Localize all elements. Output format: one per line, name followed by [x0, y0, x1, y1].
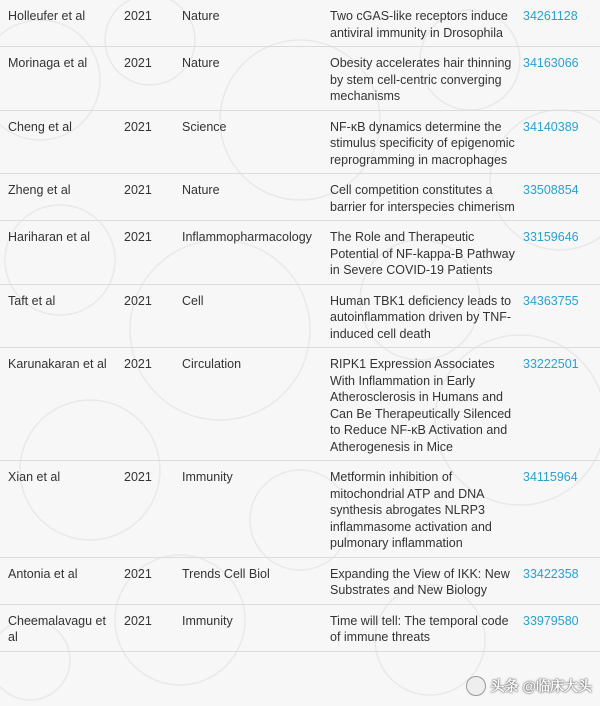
pmid-cell	[519, 348, 600, 461]
author-cell: Holleufer et al	[0, 0, 118, 47]
journal-cell: Science	[174, 110, 322, 174]
table-row	[0, 348, 600, 461]
year-cell: 2021	[118, 221, 174, 285]
table-row	[0, 47, 600, 111]
author-cell: Morinaga et al	[0, 47, 118, 111]
table-row	[0, 284, 600, 348]
journal-cell: Cell	[174, 284, 322, 348]
pmid-link[interactable]: 34363755	[523, 293, 579, 308]
title-cell: Expanding the View of IKK: New Substrates and New Biology	[322, 557, 519, 604]
author-cell: Taft et al	[0, 284, 118, 348]
journal-cell: Immunity	[174, 461, 322, 558]
year-cell: 2021	[118, 284, 174, 348]
year-cell: 2021	[118, 174, 174, 221]
table-row	[0, 0, 600, 47]
title-cell: NF-κB dynamics determine the stimulus specificity of epigenomic reprogramming in macrophages	[322, 110, 519, 174]
author-cell: Antonia et al	[0, 557, 118, 604]
year-cell: 2021	[118, 110, 174, 174]
author-cell: Cheemalavagu et al	[0, 604, 118, 651]
author-cell: Zheng et al	[0, 174, 118, 221]
title-cell: Metformin inhibition of mitochondrial ATP and DNA synthesis abrogates NLRP3 inflammasome activation and pulmonary inflammation	[322, 461, 519, 558]
table-row	[0, 221, 600, 285]
author-cell: Karunakaran et al	[0, 348, 118, 461]
pmid-link[interactable]: 33159646	[523, 230, 579, 244]
year-cell: 2021	[118, 604, 174, 651]
pmid-cell	[519, 604, 600, 651]
pmid-cell	[519, 461, 600, 558]
pmid-link[interactable]: 34163066	[523, 56, 579, 70]
journal-cell: Trends Cell Biol	[174, 557, 322, 604]
year-cell: 2021	[118, 0, 174, 47]
pmid-cell	[519, 221, 600, 285]
title-cell: Cell competition constitutes a barrier for interspecies chimerism	[322, 174, 519, 221]
pmid-link[interactable]: 34140389	[523, 119, 579, 134]
table-row	[0, 604, 600, 651]
pmid-cell	[519, 0, 600, 47]
journal-cell: Nature	[174, 0, 322, 47]
pmid-cell	[519, 47, 600, 111]
pmid-cell	[519, 174, 600, 221]
author-cell: Cheng et al	[0, 110, 118, 174]
pmid-cell	[519, 557, 600, 604]
pmid-link[interactable]: 34261128	[523, 9, 578, 23]
pmid-link[interactable]: 33222501	[523, 357, 579, 371]
title-cell: Time will tell: The temporal code of immune threats	[322, 604, 519, 651]
year-cell: 2021	[118, 47, 174, 111]
author-cell: Hariharan et al	[0, 221, 118, 285]
journal-cell: Nature	[174, 174, 322, 221]
journal-cell: Immunity	[174, 604, 322, 651]
watermark	[466, 676, 592, 696]
pmid-link[interactable]: 33979580	[523, 613, 579, 628]
pmid-cell	[519, 284, 600, 348]
title-cell: RIPK1 Expression Associates With Inflammation in Early Atherosclerosis in Humans and Can Be Therapeutically Silenced to Reduce NF-κB Activation and Atherogenesis in Mice	[322, 348, 519, 461]
author-cell: Xian et al	[0, 461, 118, 558]
table-row	[0, 110, 600, 174]
title-cell: The Role and Therapeutic Potential of NF-kappa-B Pathway in Severe COVID-19 Patients	[322, 221, 519, 285]
title-cell: Two cGAS-like receptors induce antiviral immunity in Drosophila	[322, 0, 519, 47]
pmid-cell	[519, 110, 600, 174]
table-row	[0, 557, 600, 604]
year-cell: 2021	[118, 461, 174, 558]
journal-cell: Nature	[174, 47, 322, 111]
title-cell: Human TBK1 deficiency leads to autoinflammation driven by TNF-induced cell death	[322, 284, 519, 348]
table-row	[0, 174, 600, 221]
title-cell: Obesity accelerates hair thinning by stem cell-centric converging mechanisms	[322, 47, 519, 111]
table-row	[0, 461, 600, 558]
pmid-link[interactable]: 33422358	[523, 566, 579, 581]
pmid-link[interactable]: 33508854	[523, 183, 579, 197]
journal-cell: Circulation	[174, 348, 322, 461]
year-cell: 2021	[118, 557, 174, 604]
logo-icon	[466, 676, 486, 696]
journal-cell: Inflammopharmacology	[174, 221, 322, 285]
year-cell: 2021	[118, 348, 174, 461]
pmid-link[interactable]: 34115964	[523, 470, 578, 484]
watermark-text: 头条 @临床大头	[490, 678, 592, 694]
